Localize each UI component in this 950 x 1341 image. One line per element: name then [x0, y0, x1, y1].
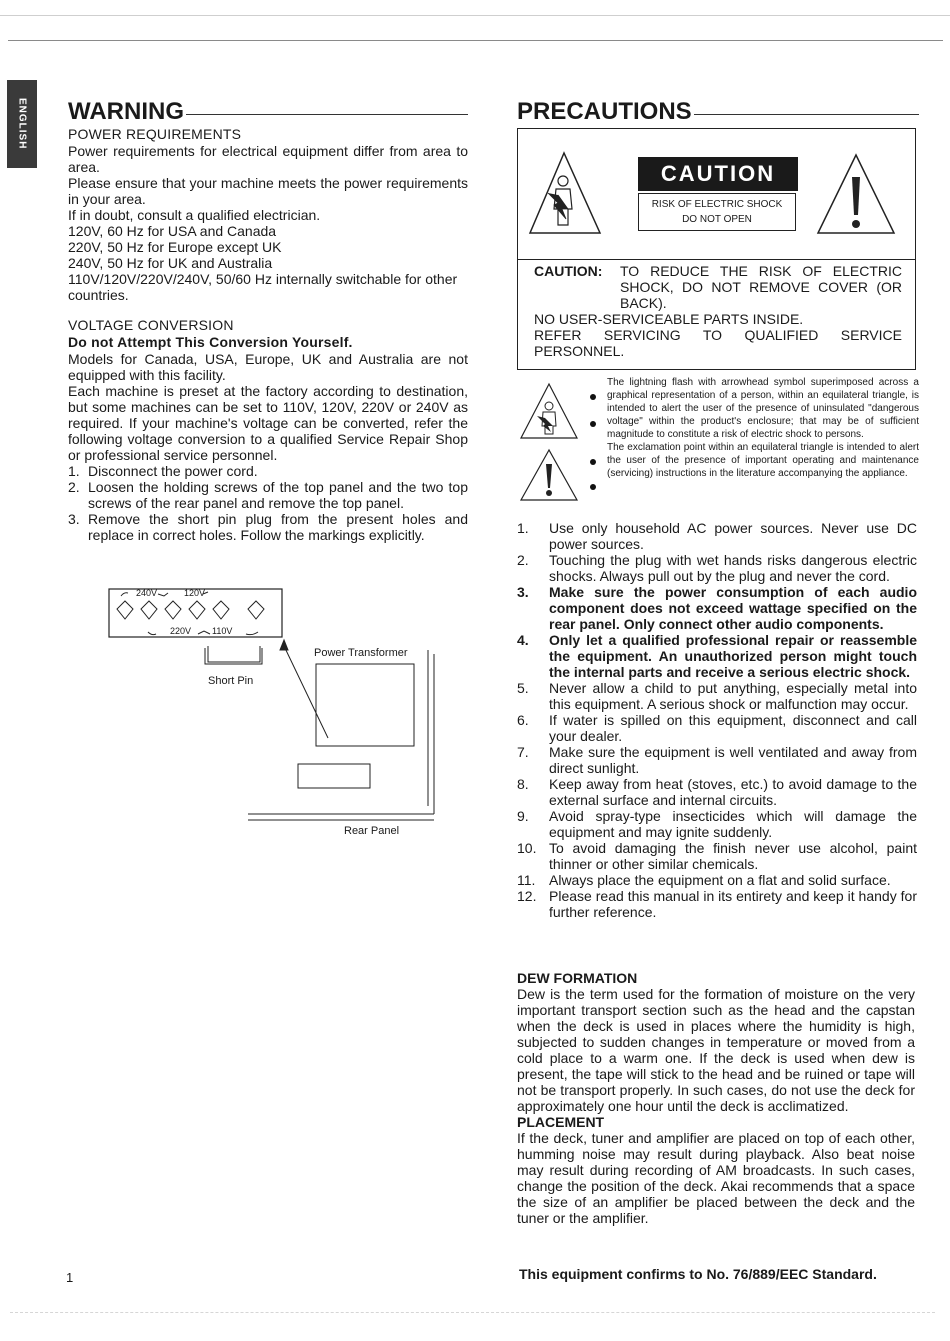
- bullet-icon: [590, 484, 596, 490]
- header-rule: [8, 40, 943, 41]
- step-text: Loosen the holding screws of the top panel and the two top screws of the rear panel and remove the top panel.: [88, 479, 468, 511]
- voltage-selector-diagram: [108, 588, 438, 838]
- short-pin-label: Short Pin: [208, 675, 254, 687]
- list-item: [517, 632, 917, 680]
- bottom-rule: [10, 1312, 935, 1313]
- item-text: Touching the plug with wet hands risks dangerous electric shocks. Always pull out by the plug and never the cord.: [549, 552, 917, 584]
- item-text: To avoid damaging the finish never use alcohol, paint thinner or other similar chemicals.: [549, 840, 917, 872]
- symbol-text: [607, 376, 919, 480]
- caution-line: REFER SERVICING TO QUALIFIED SERVICE PERSONNEL.: [534, 327, 902, 359]
- heading-rule: [186, 114, 468, 115]
- page-number: 1: [66, 1270, 74, 1285]
- rear-panel-label: Rear Panel: [344, 825, 400, 837]
- voltage-paragraph: Models for Canada, USA, Europe, UK and Australia are not equipped with this facility.: [68, 351, 468, 383]
- power-req-line: Please ensure that your machine meets the power requirements in your area.: [68, 175, 468, 207]
- item-number: 1.: [517, 520, 529, 536]
- list-item: [517, 584, 917, 632]
- item-text: Use only household AC power sources. Never use DC power sources.: [549, 520, 917, 552]
- precautions-heading: [517, 98, 919, 126]
- placement-text: If the deck, tuner and amplifier are placed on top of each other, humming noise may result during playback. Also beat noise may result during recording of AM broadcasts. In such cases, change the position of the deck. Akai recommends that a space the size of an amplifier be placed between the deck and the tuner or the amplifier.: [517, 1130, 915, 1226]
- bullet-icon: [590, 459, 596, 465]
- small-symbols: [517, 376, 587, 506]
- list-item: [517, 872, 917, 888]
- caution-graphics: [518, 129, 915, 260]
- symbol-explanations: [517, 376, 919, 506]
- voltage-conversion-heading: VOLTAGE CONVERSION: [68, 317, 234, 333]
- power-req-line: 110V/120V/220V/240V, 50/60 Hz internally switchable for other countries.: [68, 271, 458, 303]
- conversion-steps: [68, 463, 468, 543]
- heading-rule: [694, 114, 919, 115]
- warning-section: [68, 98, 468, 543]
- item-number: 2.: [517, 552, 529, 568]
- bullet-icon: [590, 421, 596, 427]
- precaution-items: [517, 520, 917, 920]
- power-transformer-label: Power Transformer: [314, 647, 408, 659]
- diagram-drawing: [108, 588, 438, 838]
- list-item: [68, 511, 468, 543]
- item-number: 12.: [517, 888, 537, 904]
- power-req-line: If in doubt, consult a qualified electrician.: [68, 207, 321, 223]
- item-text: Always place the equipment on a flat and solid surface.: [549, 872, 891, 888]
- voltage-paragraph: Each machine is preset at the factory according to destination, but some machines can be set to 110V, 120V, 220V or 240V as required. If your machine's voltage can be converted, refer the following voltage conversion to a qualified Service Repair Shop or professional service personnel.: [68, 383, 468, 463]
- diagram-label-220v: 220V: [170, 626, 192, 636]
- list-item: [517, 744, 917, 776]
- item-text: Keep away from heat (stoves, etc.) to avoid damage to the external surface and internal circuits.: [549, 776, 917, 808]
- bullet-icon: [590, 394, 596, 400]
- caution-line: NO USER-SERVICEABLE PARTS INSIDE.: [534, 311, 804, 327]
- precautions-list: [517, 520, 917, 920]
- standard-statement: This equipment confirms to No. 76/889/EEC Standard.: [519, 1266, 877, 1282]
- item-number: 7.: [517, 744, 529, 760]
- step-number: 2.: [68, 479, 80, 495]
- dew-formation-text: Dew is the term used for the formation of moisture on the very important transport section such as the head and the capstan when the deck is used in places where the humidity is high, subjected to sudden changes in temperature or moved from a cold place to a warm one. If the deck is used when dew is present, the tape will stick to the head and be ruined or tape will not be transport properly. In such cases, do not use the deck for approximately one hour until the deck is acclimatized.: [517, 986, 915, 1114]
- list-item: [517, 776, 917, 808]
- item-number: 5.: [517, 680, 529, 696]
- item-text: Only let a qualified professional repair or reassemble the equipment. An unauthorized person might touch the internal parts and receive a serious electric shock.: [549, 632, 917, 680]
- caution-box: [517, 128, 916, 370]
- item-text: Make sure the power consumption of each audio component does not exceed wattage specified on the rear panel. Only connect other audio components.: [549, 584, 917, 632]
- item-text: Never allow a child to put anything, especially metal into this equipment. A serious shock or malfunction may occur.: [549, 680, 917, 712]
- top-rule: [0, 15, 950, 16]
- placement-heading: PLACEMENT: [517, 1114, 605, 1130]
- caution-sub-line2: DO NOT OPEN: [682, 214, 752, 225]
- item-number: 4.: [517, 632, 529, 648]
- power-req-line: 120V, 60 Hz for USA and Canada: [68, 223, 277, 239]
- list-item: [517, 840, 917, 872]
- voltage-conversion-warning: Do not Attempt This Conversion Yourself.: [68, 334, 353, 350]
- item-number: 9.: [517, 808, 529, 824]
- list-item: [517, 888, 917, 920]
- language-tab: [7, 80, 37, 168]
- warning-heading: [68, 98, 468, 126]
- step-text: Remove the short pin plug from the present holes and replace in correct holes. Follow the markings explicitly.: [88, 511, 468, 543]
- step-text: Disconnect the power cord.: [88, 463, 258, 479]
- diagram-label-120v: 120V: [184, 588, 206, 598]
- caution-subtext: [638, 193, 796, 231]
- exclamation-symbol-text: The exclamation point within an equilateral triangle is intended to alert the user of the presence of important operating and maintenance (servicing) instructions in the literature accompanying the appliance.: [607, 442, 919, 479]
- caution-statement: [534, 263, 902, 359]
- dew-formation-heading: DEW FORMATION: [517, 970, 638, 986]
- language-tab-label: ENGLISH: [16, 98, 28, 150]
- caution-sub-line1: RISK OF ELECTRIC SHOCK: [651, 199, 783, 210]
- power-requirements-heading: POWER REQUIREMENTS: [68, 126, 242, 142]
- item-number: 11.: [517, 872, 536, 888]
- list-item: [517, 712, 917, 744]
- power-req-line: 240V, 50 Hz for UK and Australia: [68, 255, 273, 271]
- caution-banner: CAUTION: [638, 157, 798, 191]
- item-number: 8.: [517, 776, 529, 792]
- item-number: 6.: [517, 712, 529, 728]
- precautions-section: [517, 98, 919, 126]
- caution-label: CAUTION:: [534, 263, 603, 279]
- item-number: 10.: [517, 840, 537, 856]
- item-text: If water is spilled on this equipment, disconnect and call your dealer.: [549, 712, 917, 744]
- list-item: [68, 479, 468, 511]
- warning-title: WARNING: [68, 98, 184, 125]
- list-item: [68, 463, 468, 479]
- power-req-line: 220V, 50 Hz for Europe except UK: [68, 239, 282, 255]
- step-number: 3.: [68, 511, 80, 527]
- item-text: Avoid spray-type insecticides which will damage the equipment and may ignite suddenly.: [549, 808, 917, 840]
- diagram-label-110v: 110V: [212, 626, 233, 636]
- dew-placement-section: [517, 970, 915, 1226]
- item-number: 3.: [517, 584, 529, 600]
- step-number: 1.: [68, 463, 80, 479]
- lightning-symbol-text: The lightning flash with arrowhead symbol superimposed across a graphical representation of a person, within an equilateral triangle, is intended to alert the user of the presence of uninsulated "dangerous voltage" within the product's enclosure; that may be of sufficient magnitude to constitute a risk of electric shock to persons.: [607, 377, 919, 440]
- list-item: [517, 680, 917, 712]
- list-item: [517, 552, 917, 584]
- item-text: Please read this manual in its entirety and keep it handy for further reference.: [549, 888, 917, 920]
- list-item: [517, 808, 917, 840]
- list-item: [517, 520, 917, 552]
- power-req-line: Power requirements for electrical equipment differ from area to area.: [68, 143, 468, 175]
- caution-main-text: TO REDUCE THE RISK OF ELECTRIC SHOCK, DO NOT REMOVE COVER (OR BACK).: [620, 263, 902, 311]
- diagram-label-240v: 240V: [136, 588, 158, 598]
- precautions-title: PRECAUTIONS: [517, 98, 692, 125]
- item-text: Make sure the equipment is well ventilated and away from direct sunlight.: [549, 744, 917, 776]
